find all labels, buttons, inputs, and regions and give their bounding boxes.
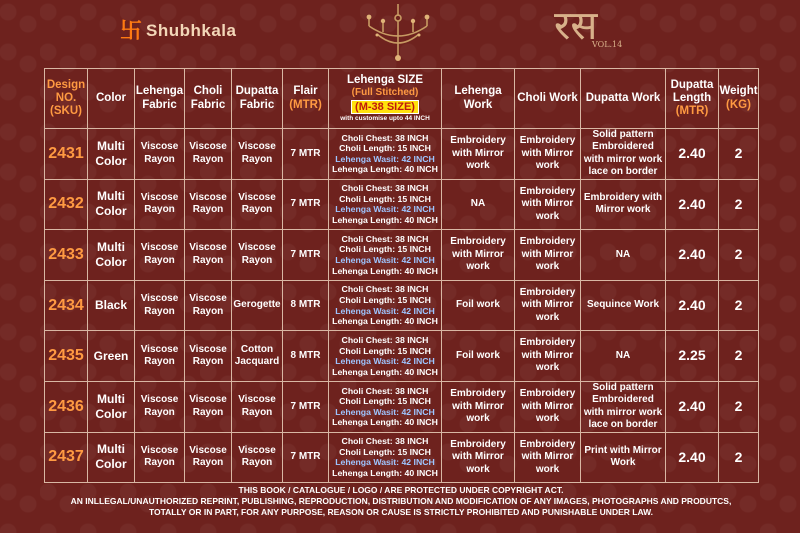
- choli-fabric-cell: Viscose Rayon: [185, 331, 232, 382]
- header-dupatta-fabric: Dupatta Fabric: [232, 69, 283, 129]
- weight-cell: 2: [719, 433, 759, 484]
- dupatta-length-cell: 2.25: [666, 331, 719, 382]
- flair-cell: 7 MTR: [283, 230, 329, 281]
- sku-cell: 2436: [45, 382, 88, 433]
- weight-cell: 2: [719, 382, 759, 433]
- lehenga-fabric-cell: Viscose Rayon: [135, 382, 185, 433]
- choli-work-cell: Embroidery with Mirror work: [515, 230, 581, 281]
- color-cell: Multi Color: [88, 382, 135, 433]
- dupatta-length-cell: 2.40: [666, 129, 719, 180]
- measurement-line: Choli Chest: 38 INCH: [341, 233, 429, 244]
- choli-fabric-cell: Viscose Rayon: [185, 433, 232, 484]
- measurement-line: Lehenga Wasit: 42 INCH: [335, 204, 435, 215]
- color-cell: Multi Color: [88, 129, 135, 180]
- dupatta-fabric-cell: Viscose Rayon: [232, 433, 283, 484]
- measurement-line: Choli Chest: 38 INCH: [341, 436, 429, 447]
- measurement-line: Lehenga Length: 40 INCH: [332, 164, 438, 175]
- lehenga-fabric-cell: Viscose Rayon: [135, 129, 185, 180]
- sku-cell: 2431: [45, 129, 88, 180]
- measurement-line: Lehenga Wasit: 42 INCH: [335, 406, 435, 417]
- flair-cell: 8 MTR: [283, 331, 329, 382]
- measurement-line: Choli Length: 15 INCH: [339, 294, 431, 305]
- lehenga-fabric-cell: Viscose Rayon: [135, 433, 185, 484]
- dupatta-work-cell: Sequince Work: [581, 281, 666, 332]
- measurement-line: Lehenga Wasit: 42 INCH: [335, 305, 435, 316]
- choli-work-cell: Embroidery with Mirror work: [515, 180, 581, 231]
- measurement-line: Lehenga Wasit: 42 INCH: [335, 356, 435, 367]
- measurement-line: Lehenga Wasit: 42 INCH: [335, 254, 435, 265]
- sku-cell: 2433: [45, 230, 88, 281]
- dupatta-fabric-cell: Viscose Rayon: [232, 129, 283, 180]
- lehenga-fabric-cell: Viscose Rayon: [135, 281, 185, 332]
- measurement-line: Lehenga Length: 40 INCH: [332, 467, 438, 478]
- dupatta-work-cell: NA: [581, 331, 666, 382]
- dupatta-length-cell: 2.40: [666, 281, 719, 332]
- header-lehenga-size: Lehenga SIZE (Full Stitched) (M-38 SIZE) with customise upto 44 INCH: [329, 69, 442, 129]
- lehenga-work-cell: Foil work: [442, 281, 515, 332]
- dupatta-work-cell: Solid pattern Embroidered with mirror work lace on border: [581, 129, 666, 180]
- measurement-line: Choli Length: 15 INCH: [339, 244, 431, 255]
- size-cell: [329, 433, 442, 484]
- choli-work-cell: Embroidery with Mirror work: [515, 382, 581, 433]
- lehenga-work-cell: Embroidery with Mirror work: [442, 382, 515, 433]
- measurement-line: Lehenga Length: 40 INCH: [332, 417, 438, 428]
- choli-fabric-cell: Viscose Rayon: [185, 230, 232, 281]
- flair-cell: 7 MTR: [283, 180, 329, 231]
- sku-cell: 2434: [45, 281, 88, 332]
- choli-fabric-cell: Viscose Rayon: [185, 281, 232, 332]
- choli-work-cell: Embroidery with Mirror work: [515, 129, 581, 180]
- measurement-line: Choli Length: 15 INCH: [339, 345, 431, 356]
- swastik-icon: 卐: [120, 18, 143, 43]
- measurement-line: Choli Chest: 38 INCH: [341, 334, 429, 345]
- header-color: Color: [88, 69, 135, 129]
- lehenga-work-cell: Embroidery with Mirror work: [442, 129, 515, 180]
- dupatta-fabric-cell: Cotton Jacquard: [232, 331, 283, 382]
- lehenga-fabric-cell: Viscose Rayon: [135, 180, 185, 231]
- dupatta-fabric-cell: Gerogette: [232, 281, 283, 332]
- flair-cell: 7 MTR: [283, 433, 329, 484]
- header-dupatta-length: Dupatta Length (MTR): [666, 69, 719, 129]
- measurement-line: Lehenga Length: 40 INCH: [332, 366, 438, 377]
- dupatta-length-cell: 2.40: [666, 180, 719, 231]
- dupatta-work-cell: Print with Mirror Work: [581, 433, 666, 484]
- choli-fabric-cell: Viscose Rayon: [185, 180, 232, 231]
- measurement-line: Lehenga Length: 40 INCH: [332, 215, 438, 225]
- weight-cell: 2: [719, 230, 759, 281]
- copyright-footer: [44, 482, 758, 524]
- color-cell: Multi Color: [88, 433, 135, 484]
- choli-fabric-cell: Viscose Rayon: [185, 129, 232, 180]
- dupatta-work-cell: Solid pattern Embroidered with mirror work lace on border: [581, 382, 666, 433]
- measurement-line: Lehenga Wasit: 42 INCH: [335, 457, 435, 468]
- measurement-line: Choli Length: 15 INCH: [339, 143, 431, 154]
- size-cell: [329, 129, 442, 180]
- size-cell: [329, 230, 442, 281]
- size-cell: [329, 331, 442, 382]
- brand-name: Shubhkala: [146, 21, 237, 40]
- flair-cell: 8 MTR: [283, 281, 329, 332]
- choli-work-cell: Embroidery with Mirror work: [515, 433, 581, 484]
- flair-cell: 7 MTR: [283, 382, 329, 433]
- header-choli-work: Choli Work: [515, 69, 581, 129]
- header-choli-fabric: Choli Fabric: [185, 69, 232, 129]
- measurement-line: Lehenga Wasit: 42 INCH: [335, 153, 435, 164]
- lehenga-fabric-cell: Viscose Rayon: [135, 230, 185, 281]
- weight-cell: 2: [719, 331, 759, 382]
- size-cell: [329, 180, 442, 231]
- header-lehenga-fabric: Lehenga Fabric: [135, 69, 185, 129]
- size-highlight-badge: (M-38 SIZE): [351, 100, 419, 115]
- dupatta-fabric-cell: Viscose Rayon: [232, 382, 283, 433]
- measurement-line: Choli Chest: 38 INCH: [341, 132, 429, 143]
- collection-mark: रस: [554, 3, 598, 49]
- size-cell: [329, 281, 442, 332]
- dupatta-fabric-cell: Viscose Rayon: [232, 180, 283, 231]
- brand-logo: [120, 18, 236, 44]
- measurement-line: Choli Length: 15 INCH: [339, 193, 431, 204]
- dupatta-work-cell: NA: [581, 230, 666, 281]
- measurement-line: Choli Chest: 38 INCH: [341, 385, 429, 396]
- sku-cell: 2437: [45, 433, 88, 484]
- product-table: [44, 68, 759, 483]
- footer-line: THIS BOOK / CATALOGUE / LOGO / ARE PROTECTED UNDER COPYRIGHT ACT.: [238, 485, 564, 495]
- header-design-no: Design NO. (SKU): [45, 69, 88, 129]
- dupatta-length-cell: 2.40: [666, 433, 719, 484]
- sku-cell: 2435: [45, 331, 88, 382]
- color-cell: Multi Color: [88, 180, 135, 231]
- color-cell: Black: [88, 281, 135, 332]
- size-cell: [329, 382, 442, 433]
- dupatta-length-cell: 2.40: [666, 382, 719, 433]
- measurement-line: Choli Length: 15 INCH: [339, 396, 431, 407]
- choli-work-cell: Embroidery with Mirror work: [515, 281, 581, 332]
- chandelier-icon: [363, 4, 433, 62]
- dupatta-work-cell: Embroidery with Mirror work: [581, 180, 666, 231]
- choli-work-cell: Embroidery with Mirror work: [515, 331, 581, 382]
- footer-line: TOTALLY OR IN PART, FOR ANY PURPOSE, REASON OR CAUSE IS STRICTLY PROHIBITED AND PUNISHABLE UNDER LAW.: [148, 507, 654, 518]
- footer-line: AN INLLEGAL/UNAUTHORIZED REPRINT, PUBLISHING, REPRODUCTION, DISTRIBUTION AND MODIFICATION OF ANY IMAGES, PHOTOGRAPHS AND PRODUTCS,: [70, 496, 732, 507]
- header-dupatta-work: Dupatta Work: [581, 69, 666, 129]
- header-lehenga-work: Lehenga Work: [442, 69, 515, 129]
- lehenga-work-cell: NA: [442, 180, 515, 231]
- lehenga-work-cell: Foil work: [442, 331, 515, 382]
- lehenga-work-cell: Embroidery with Mirror work: [442, 230, 515, 281]
- measurement-line: Choli Chest: 38 INCH: [341, 183, 429, 194]
- color-cell: Multi Color: [88, 230, 135, 281]
- measurement-line: Lehenga Length: 40 INCH: [332, 265, 438, 276]
- collection-logo: [548, 3, 630, 64]
- dupatta-fabric-cell: Viscose Rayon: [232, 230, 283, 281]
- flair-cell: 7 MTR: [283, 129, 329, 180]
- measurement-line: Choli Chest: 38 INCH: [341, 284, 429, 295]
- header-weight: Weight (KG): [719, 69, 759, 129]
- measurement-line: Choli Length: 15 INCH: [339, 446, 431, 457]
- lehenga-work-cell: Embroidery with Mirror work: [442, 433, 515, 484]
- measurement-line: Lehenga Length: 40 INCH: [332, 316, 438, 327]
- color-cell: Green: [88, 331, 135, 382]
- header-flair: Flair (MTR): [283, 69, 329, 129]
- collection-volume: VOL.14: [592, 40, 623, 49]
- sku-cell: 2432: [45, 180, 88, 231]
- choli-fabric-cell: Viscose Rayon: [185, 382, 232, 433]
- weight-cell: 2: [719, 129, 759, 180]
- weight-cell: 2: [719, 180, 759, 231]
- dupatta-length-cell: 2.40: [666, 230, 719, 281]
- weight-cell: 2: [719, 281, 759, 332]
- catalogue-header: [0, 0, 800, 66]
- lehenga-fabric-cell: Viscose Rayon: [135, 331, 185, 382]
